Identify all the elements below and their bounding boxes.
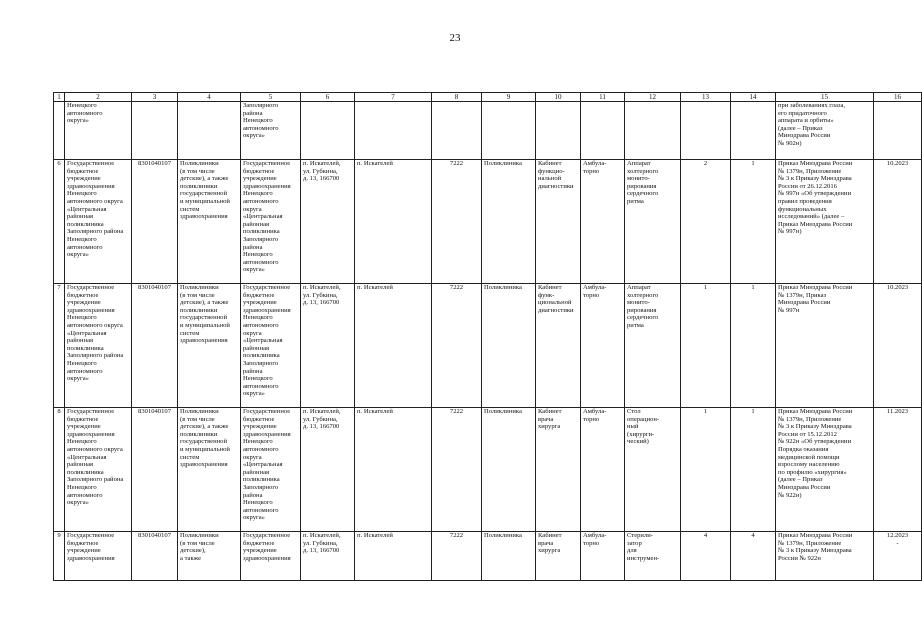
- cell-organization: Государственное бюджетное учреждение здравоохранения Ненецкого автономного округа «Центральная районная поликлиника Заполярного района Ненецкого автономного округа»: [65, 408, 132, 532]
- cell-row-number: 8: [54, 408, 65, 532]
- cell-deadline: 12.2023 -: [874, 532, 922, 581]
- column-number: 11: [581, 93, 625, 102]
- cell-deadline: 10.2023: [874, 160, 922, 284]
- cell-facility-name: Заполярного района Ненецкого автономного округа»: [241, 102, 301, 160]
- cell-room: Кабинет функ- циональной диагностики: [536, 284, 581, 408]
- cell-quantity-supplied: 1: [731, 160, 776, 284]
- cell-equipment: Аппарат холтерного монито- рирования сердечного ритма: [625, 160, 681, 284]
- table-row: [54, 284, 922, 408]
- table-row: [54, 532, 922, 581]
- cell-code: 8301040107: [132, 408, 178, 532]
- column-number: 14: [731, 93, 776, 102]
- cell-address: п. Искателей, ул. Губкина, д. 13, 166700: [301, 284, 355, 408]
- table-row: [54, 102, 922, 160]
- column-number: 12: [625, 93, 681, 102]
- cell-quantity-supplied: 4: [731, 532, 776, 581]
- column-number: 2: [65, 93, 132, 102]
- cell-care-form: [581, 102, 625, 160]
- cell-care-form: Амбула- торно: [581, 408, 625, 532]
- cell-care-form: Амбула- торно: [581, 532, 625, 581]
- cell-code: 8301040107: [132, 160, 178, 284]
- column-number: 16: [874, 93, 922, 102]
- cell-population: 7222: [432, 160, 482, 284]
- cell-regulation: Приказ Минздрава России № 1379н, Приложение № 3 к Приказу Минздрава России № 922н: [776, 532, 874, 581]
- cell-facility-type: Поликлиники (в том числе детские), а также поликлиники государственной и муниципальной систем здравоохранения: [178, 284, 241, 408]
- column-number: 13: [681, 93, 731, 102]
- cell-room: [536, 102, 581, 160]
- cell-row-number: [54, 102, 65, 160]
- cell-unit: Поликлиника: [482, 160, 536, 284]
- cell-row-number: 9: [54, 532, 65, 581]
- cell-quantity-required: 4: [681, 532, 731, 581]
- cell-facility-type: Поликлиники (в том числе детские), а также: [178, 532, 241, 581]
- cell-room: Кабинет врача хирурга: [536, 408, 581, 532]
- cell-care-form: Амбула- торно: [581, 284, 625, 408]
- cell-room: Кабинет врача хирурга: [536, 532, 581, 581]
- cell-deadline: [874, 102, 922, 160]
- cell-quantity-required: 1: [681, 408, 731, 532]
- column-number: 8: [432, 93, 482, 102]
- cell-quantity-required: 2: [681, 160, 731, 284]
- cell-address: п. Искателей, ул. Губкина, д. 13, 166700: [301, 160, 355, 284]
- cell-population: 7222: [432, 284, 482, 408]
- cell-deadline: 11.2023: [874, 408, 922, 532]
- cell-facility-type: Поликлиники (в том числе детские), а также поликлиники государственной и муниципальной систем здравоохранения: [178, 160, 241, 284]
- cell-equipment: Аппарат холтерного монито- рирования сердечного ритма: [625, 284, 681, 408]
- cell-unit: [482, 102, 536, 160]
- cell-regulation: Приказ Минздрава России № 1379н, Приказ Минздрава России № 997н: [776, 284, 874, 408]
- cell-address: п. Искателей, ул. Губкина, д. 13, 166700: [301, 408, 355, 532]
- cell-facility-name: Государственное бюджетное учреждение здравоохранения Ненецкого автономного округа «Центральная районная поликлиника Заполярного района Ненецкого автономного округа»: [241, 284, 301, 408]
- cell-code: [132, 102, 178, 160]
- cell-organization: Государственное бюджетное учреждение здравоохранения Ненецкого автономного округа «Центральная районная поликлиника Заполярного района Ненецкого автономного округа»: [65, 160, 132, 284]
- column-number: 7: [355, 93, 432, 102]
- column-number: 6: [301, 93, 355, 102]
- cell-settlement: п. Искателей: [355, 532, 432, 581]
- cell-settlement: п. Искателей: [355, 160, 432, 284]
- cell-quantity-supplied: 1: [731, 284, 776, 408]
- cell-code: 8301040107: [132, 284, 178, 408]
- cell-settlement: п. Искателей: [355, 284, 432, 408]
- cell-facility-name: Государственное бюджетное учреждение здравоохранения Ненецкого автономного округа «Центральная районная поликлиника Заполярного района Ненецкого автономного округа»: [241, 408, 301, 532]
- cell-equipment: Стол операцион- ный (хирурги- ческий): [625, 408, 681, 532]
- cell-unit: Поликлиника: [482, 532, 536, 581]
- cell-organization: Государственное бюджетное учреждение здравоохранения Ненецкого автономного округа «Центральная районная поликлиника Заполярного района Ненецкого автономного округа»: [65, 284, 132, 408]
- cell-settlement: [355, 102, 432, 160]
- cell-quantity-required: [681, 102, 731, 160]
- cell-row-number: 7: [54, 284, 65, 408]
- page-number: 23: [449, 32, 461, 44]
- cell-regulation: Приказ Минздрава России № 1379н, Приложение № 3 к Приказу Минздрава России от 15.12.2012 № 922н «Об утверждении Порядка оказания медицинской помощи взрослому населению по профилю «хирургия» (далее – Приказ Минздрава России № 922н): [776, 408, 874, 532]
- column-number: 4: [178, 93, 241, 102]
- cell-care-form: Амбула- торно: [581, 160, 625, 284]
- cell-facility-name: Государственное бюджетное учреждение здравоохранения Ненецкого автономного округа «Центральная районная поликлиника Заполярного района Ненецкого автономного округа»: [241, 160, 301, 284]
- column-number: 1: [54, 93, 65, 102]
- cell-settlement: п. Искателей: [355, 408, 432, 532]
- column-number: 9: [482, 93, 536, 102]
- cell-quantity-required: 1: [681, 284, 731, 408]
- table-row: [54, 160, 922, 284]
- cell-facility-type: Поликлиники (в том числе детские), а также поликлиники государственной и муниципальной систем здравоохранения: [178, 408, 241, 532]
- equipment-table: [53, 92, 922, 581]
- cell-quantity-supplied: 1: [731, 408, 776, 532]
- cell-row-number: 6: [54, 160, 65, 284]
- cell-organization: Ненецкого автономного округа»: [65, 102, 132, 160]
- cell-population: 7222: [432, 408, 482, 532]
- column-number: 3: [132, 93, 178, 102]
- cell-population: 7222: [432, 532, 482, 581]
- cell-room: Кабинет функцио- нальной диагностики: [536, 160, 581, 284]
- cell-facility-type: [178, 102, 241, 160]
- cell-unit: Поликлиника: [482, 284, 536, 408]
- cell-population: [432, 102, 482, 160]
- column-number: 10: [536, 93, 581, 102]
- table-row: [54, 408, 922, 532]
- column-number: 15: [776, 93, 874, 102]
- cell-unit: Поликлиника: [482, 408, 536, 532]
- cell-facility-name: Государственное бюджетное учреждение здравоохранения: [241, 532, 301, 581]
- cell-quantity-supplied: [731, 102, 776, 160]
- cell-equipment: Стерили- затор для инструмен-: [625, 532, 681, 581]
- cell-regulation: при заболеваниях глаза, его придаточного аппарата и орбиты» (далее – Приказ Минздрава России № 902н): [776, 102, 874, 160]
- column-number: 5: [241, 93, 301, 102]
- cell-code: 8301040107: [132, 532, 178, 581]
- cell-address: п. Искателей, ул. Губкина, д. 13, 166700: [301, 532, 355, 581]
- cell-equipment: [625, 102, 681, 160]
- cell-organization: Государственное бюджетное учреждение здравоохранения: [65, 532, 132, 581]
- cell-regulation: Приказ Минздрава России № 1379н, Приложение № 3 к Приказу Минздрава России от 26.12.2016 № 997н «Об утверждении правил проведения функциональных исследований» (далее – Приказ Минздрава России № 997н): [776, 160, 874, 284]
- cell-address: [301, 102, 355, 160]
- column-number-row: [54, 93, 922, 102]
- cell-deadline: 10.2023: [874, 284, 922, 408]
